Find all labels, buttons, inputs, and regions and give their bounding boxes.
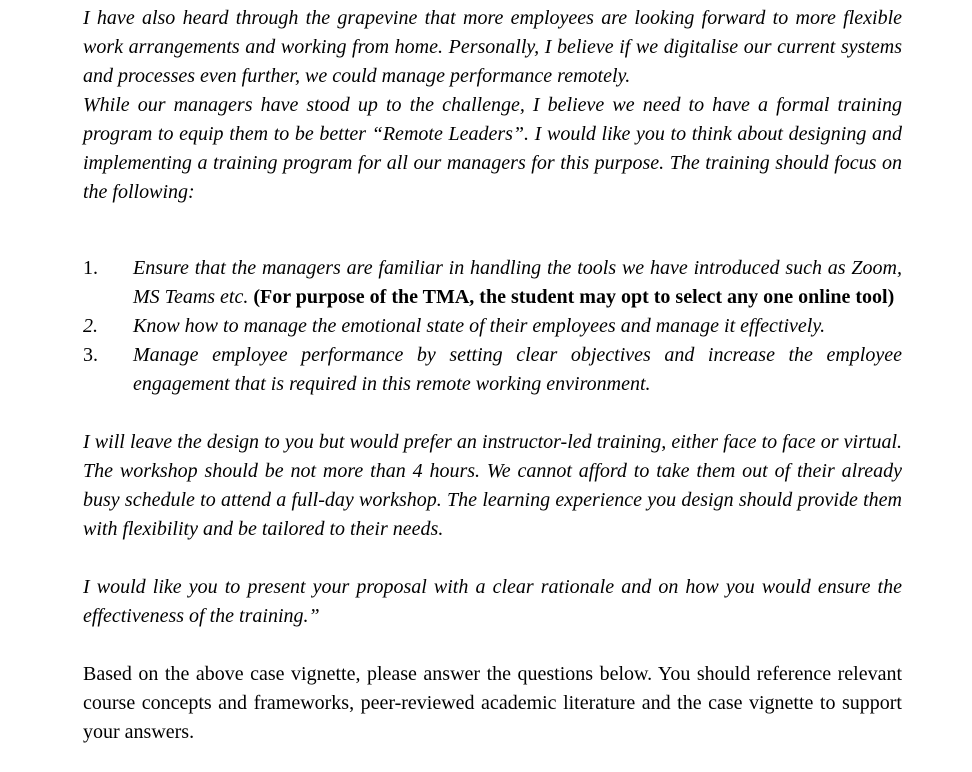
spacer bbox=[83, 399, 902, 428]
paragraph-remote-leaders: While our managers have stood up to the challenge, I believe we need to have a formal training program to equip them to be better “Remote Leaders”. I would like you to think about designing and implementing a training program for all our managers for this purpose. The training should focus on the following: bbox=[83, 94, 902, 203]
paragraph-proposal-request: I would like you to present your proposal with a clear rationale and on how you would ensure the effectiveness of the training.” bbox=[83, 576, 902, 627]
list-item-text: Manage employee performance by setting clear objectives and increase the employee engagement that is required in this remote working environment. bbox=[133, 344, 902, 395]
paragraph-design-preference: I will leave the design to you but would prefer an instructor-led training, either face to face or virtual. The workshop should be not more than 4 hours. We cannot afford to take them out of their already busy schedule to attend a full-day workshop. The learning experience you design should provide them with flexibility and be tailored to their needs. bbox=[83, 431, 902, 540]
document-page bbox=[83, 4, 902, 747]
list-item bbox=[83, 254, 902, 312]
list-item bbox=[83, 312, 902, 341]
training-focus-list bbox=[83, 254, 902, 399]
paragraph-flexible-work: I have also heard through the grapevine that more employees are looking forward to more flexible work arrangements and working from home. Personally, I believe if we digitalise our current systems and processes even further, we could manage performance remotely. bbox=[83, 7, 902, 87]
list-item bbox=[83, 341, 902, 399]
spacer bbox=[83, 207, 902, 236]
paragraph-instructions: Based on the above case vignette, please answer the questions below. You should reference relevant course concepts and frameworks, peer-reviewed academic literature and the case vignette to support your answers. bbox=[83, 663, 902, 743]
list-item-text: Know how to manage the emotional state of their employees and manage it effectively. bbox=[133, 315, 826, 337]
spacer bbox=[83, 631, 902, 660]
list-item-number: 3. bbox=[83, 344, 98, 366]
list-item-number: 2. bbox=[83, 315, 98, 337]
spacer bbox=[83, 236, 902, 254]
spacer bbox=[83, 544, 902, 573]
list-item-bold-note: (For purpose of the TMA, the student may opt to select any one online tool) bbox=[253, 286, 895, 308]
list-item-number: 1. bbox=[83, 257, 98, 279]
list-item-text: Ensure that the managers are familiar in handling the tools we have introduced such as Zoom, MS Teams etc. bbox=[133, 257, 902, 308]
